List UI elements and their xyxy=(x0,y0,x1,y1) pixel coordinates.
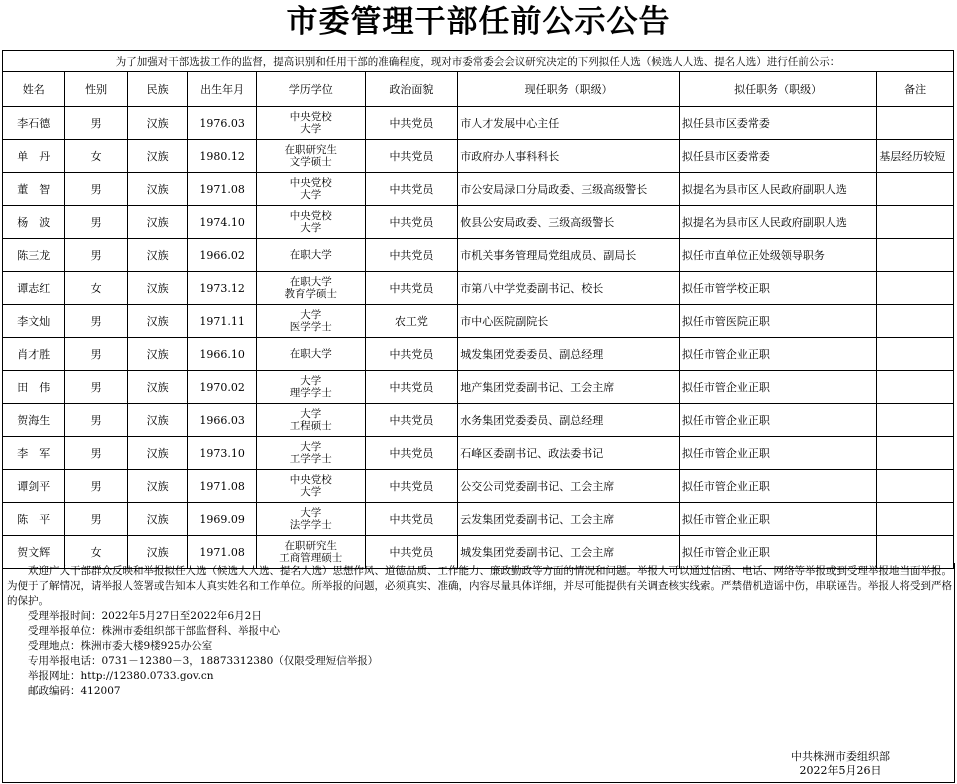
cell-current-position: 城发集团党委委员、副总经理 xyxy=(458,338,680,371)
education-line: 大学 xyxy=(300,309,322,321)
cell-proposed-position: 拟任市管医院正职 xyxy=(679,305,876,338)
issue-date: 2022年5月26日 xyxy=(799,764,882,777)
cell-education xyxy=(256,206,365,239)
cell-education xyxy=(256,470,365,503)
cell-gender: 女 xyxy=(65,272,127,305)
cell-ethnic: 汉族 xyxy=(127,536,187,569)
cell-current-position: 市第八中学党委副书记、校长 xyxy=(458,272,680,305)
cell-current-position: 市政府办人事科科长 xyxy=(458,140,680,173)
cell-name: 谭剑平 xyxy=(3,470,65,503)
cell-gender: 男 xyxy=(65,107,127,140)
cell-note: 基层经历较短 xyxy=(877,140,954,173)
cell-current-position: 云发集团党委副书记、工会主席 xyxy=(458,503,680,536)
cell-education xyxy=(256,404,365,437)
cell-note xyxy=(877,272,954,305)
education-line: 大学 xyxy=(300,441,322,453)
footer-line-time: 受理举报时间：2022年5月27日至2022年6月2日 xyxy=(28,610,262,622)
cell-education xyxy=(256,140,365,173)
cell-note xyxy=(877,206,954,239)
header-gender: 性别 xyxy=(65,72,127,107)
cell-party: 中共党员 xyxy=(365,107,458,140)
cell-birth: 1966.03 xyxy=(188,404,256,437)
cell-name: 董 智 xyxy=(3,173,65,206)
table-header-row xyxy=(3,72,954,107)
cell-proposed-position: 拟提名为县市区人民政府副职人选 xyxy=(679,173,876,206)
cell-birth: 1980.12 xyxy=(188,140,256,173)
cell-gender: 男 xyxy=(65,470,127,503)
cell-party: 中共党员 xyxy=(365,536,458,569)
cell-current-position: 城发集团党委副书记、工会主席 xyxy=(458,536,680,569)
cell-note xyxy=(877,173,954,206)
cell-birth: 1971.08 xyxy=(188,470,256,503)
cell-birth: 1969.09 xyxy=(188,503,256,536)
cell-name: 杨 波 xyxy=(3,206,65,239)
cell-education xyxy=(256,437,365,470)
degree-line: 教育学硕士 xyxy=(284,288,337,300)
table-row xyxy=(3,470,954,503)
cell-proposed-position: 拟任县市区委常委 xyxy=(679,140,876,173)
cell-education xyxy=(256,173,365,206)
table-row xyxy=(3,305,954,338)
cell-party: 中共党员 xyxy=(365,470,458,503)
cell-note xyxy=(877,371,954,404)
cell-gender: 女 xyxy=(65,536,127,569)
table-row xyxy=(3,371,954,404)
cell-gender: 男 xyxy=(65,239,127,272)
education-line: 大学 xyxy=(300,408,322,420)
cell-name: 李石德 xyxy=(3,107,65,140)
cell-gender: 男 xyxy=(65,206,127,239)
header-name: 姓名 xyxy=(3,72,65,107)
footer-line-phone: 专用举报电话：0731－12380－3，18873312380（仅限受理短信举报） xyxy=(28,655,379,667)
cell-party: 中共党员 xyxy=(365,404,458,437)
cell-gender: 男 xyxy=(65,338,127,371)
cell-party: 中共党员 xyxy=(365,206,458,239)
table-row xyxy=(3,503,954,536)
degree-line: 大学 xyxy=(300,486,322,498)
footer-line-location: 受理地点：株洲市委大楼9楼925办公室 xyxy=(28,640,213,652)
cell-proposed-position: 拟任市管企业正职 xyxy=(679,470,876,503)
cell-proposed-position: 拟提名为县市区人民政府副职人选 xyxy=(679,206,876,239)
degree-line: 理学学士 xyxy=(289,387,332,399)
cell-note xyxy=(877,470,954,503)
header-education: 学历学位 xyxy=(256,72,365,107)
signature-block xyxy=(791,750,890,778)
table-body xyxy=(3,107,954,569)
cell-proposed-position: 拟任市管企业正职 xyxy=(679,503,876,536)
cell-party: 中共党员 xyxy=(365,338,458,371)
cell-birth: 1970.02 xyxy=(188,371,256,404)
cell-note xyxy=(877,503,954,536)
candidate-table xyxy=(2,50,954,569)
cell-name: 肖才胜 xyxy=(3,338,65,371)
cell-proposed-position: 拟任市管企业正职 xyxy=(679,338,876,371)
cell-education xyxy=(256,107,365,140)
cell-birth: 1971.08 xyxy=(188,536,256,569)
cell-gender: 男 xyxy=(65,437,127,470)
cell-proposed-position: 拟任市管企业正职 xyxy=(679,536,876,569)
cell-name: 贺文辉 xyxy=(3,536,65,569)
education-line: 中央党校 xyxy=(289,210,332,222)
cell-birth: 1974.10 xyxy=(188,206,256,239)
education-line: 在职大学 xyxy=(289,276,332,288)
cell-gender: 男 xyxy=(65,371,127,404)
education-line: 在职研究生 xyxy=(284,144,337,156)
cell-birth: 1973.12 xyxy=(188,272,256,305)
header-party: 政治面貌 xyxy=(365,72,458,107)
cell-party: 中共党员 xyxy=(365,239,458,272)
cell-ethnic: 汉族 xyxy=(127,140,187,173)
table-row xyxy=(3,437,954,470)
cell-education xyxy=(256,338,365,371)
footer-section xyxy=(2,563,955,783)
cell-party: 农工党 xyxy=(365,305,458,338)
cell-party: 中共党员 xyxy=(365,173,458,206)
cell-name: 陈 平 xyxy=(3,503,65,536)
degree-line: 大学 xyxy=(300,123,322,135)
table-row xyxy=(3,239,954,272)
header-current-position: 现任职务（职级） xyxy=(458,72,680,107)
cell-ethnic: 汉族 xyxy=(127,239,187,272)
cell-current-position: 市中心医院副院长 xyxy=(458,305,680,338)
cell-ethnic: 汉族 xyxy=(127,437,187,470)
table-row xyxy=(3,272,954,305)
cell-ethnic: 汉族 xyxy=(127,305,187,338)
cell-ethnic: 汉族 xyxy=(127,371,187,404)
cell-ethnic: 汉族 xyxy=(127,338,187,371)
cell-name: 贺海生 xyxy=(3,404,65,437)
cell-current-position: 地产集团党委副书记、工会主席 xyxy=(458,371,680,404)
header-birth: 出生年月 xyxy=(188,72,256,107)
cell-education xyxy=(256,371,365,404)
cell-name: 陈三龙 xyxy=(3,239,65,272)
intro-text: 为了加强对干部选拔工作的监督，提高识别和任用干部的准确程度，现对市委常委会会议研究决定的下列拟任人选（候选人人选、提名人选）进行任前公示： xyxy=(3,51,954,72)
degree-line: 文学硕士 xyxy=(289,156,332,168)
degree-line: 工程硕士 xyxy=(289,420,332,432)
footer-line-postcode: 邮政编码：412007 xyxy=(28,685,121,697)
cell-gender: 男 xyxy=(65,173,127,206)
cell-note xyxy=(877,437,954,470)
cell-current-position: 市机关事务管理局党组成员、副局长 xyxy=(458,239,680,272)
cell-ethnic: 汉族 xyxy=(127,272,187,305)
cell-party: 中共党员 xyxy=(365,503,458,536)
cell-proposed-position: 拟任市直单位正处级领导职务 xyxy=(679,239,876,272)
cell-proposed-position: 拟任市管学校正职 xyxy=(679,272,876,305)
table-row xyxy=(3,140,954,173)
cell-birth: 1966.02 xyxy=(188,239,256,272)
cell-note xyxy=(877,338,954,371)
cell-name: 李 军 xyxy=(3,437,65,470)
education-line: 中央党校 xyxy=(289,177,332,189)
degree-line: 大学 xyxy=(300,189,322,201)
cell-gender: 男 xyxy=(65,404,127,437)
cell-note xyxy=(877,239,954,272)
cell-education xyxy=(256,239,365,272)
cell-ethnic: 汉族 xyxy=(127,107,187,140)
header-proposed-position: 拟任职务（职级） xyxy=(679,72,876,107)
table-row xyxy=(3,338,954,371)
cell-proposed-position: 拟任市管企业正职 xyxy=(679,437,876,470)
cell-proposed-position: 拟任市管企业正职 xyxy=(679,404,876,437)
cell-birth: 1971.08 xyxy=(188,173,256,206)
degree-line: 医学学士 xyxy=(289,321,332,333)
table-row xyxy=(3,173,954,206)
cell-party: 中共党员 xyxy=(365,371,458,404)
cell-name: 谭志红 xyxy=(3,272,65,305)
education-line: 大学 xyxy=(300,507,322,519)
cell-gender: 男 xyxy=(65,503,127,536)
cell-note xyxy=(877,107,954,140)
cell-current-position: 市公安局渌口分局政委、三级高级警长 xyxy=(458,173,680,206)
education-line: 中央党校 xyxy=(289,111,332,123)
education-line: 大学 xyxy=(300,375,322,387)
education-line: 在职大学 xyxy=(289,249,332,261)
cell-note xyxy=(877,305,954,338)
degree-line: 大学 xyxy=(300,222,322,234)
cell-current-position: 市人才发展中心主任 xyxy=(458,107,680,140)
cell-birth: 1973.10 xyxy=(188,437,256,470)
cell-proposed-position: 拟任市管企业正职 xyxy=(679,371,876,404)
table-row xyxy=(3,107,954,140)
cell-ethnic: 汉族 xyxy=(127,206,187,239)
degree-line: 法学学士 xyxy=(289,519,332,531)
cell-gender: 女 xyxy=(65,140,127,173)
cell-birth: 1966.10 xyxy=(188,338,256,371)
cell-party: 中共党员 xyxy=(365,272,458,305)
cell-party: 中共党员 xyxy=(365,437,458,470)
notice-title: 市委管理干部任前公示公告 xyxy=(286,4,671,40)
cell-education xyxy=(256,503,365,536)
education-line: 中央党校 xyxy=(289,474,332,486)
cell-birth: 1976.03 xyxy=(188,107,256,140)
cell-name: 田 伟 xyxy=(3,371,65,404)
header-ethnic: 民族 xyxy=(127,72,187,107)
footer-line-unit: 受理举报单位：株洲市委组织部干部监督科、举报中心 xyxy=(28,625,280,637)
footer-paragraph: 欢迎广大干部群众反映和举报拟任人选（候选人人选、提名人选）思想作风、道德品质、工作能力、廉政勤政等方面的情况和问题。举报人可以通过信函、电话、网络等举报或到受理举报地当面举报。为便于了解情况，请举报人签署或告知本人真实姓名和工作单位。所举报的问题，必须真实、准确，内容尽量具体详细，并尽可能提供有关调查核实线索。严禁借机造谣中伤，串联诬告。举报人将受到严格的保护。 xyxy=(7,565,952,607)
cell-proposed-position: 拟任县市区委常委 xyxy=(679,107,876,140)
cell-name: 单 丹 xyxy=(3,140,65,173)
table-row xyxy=(3,404,954,437)
education-line: 在职研究生 xyxy=(284,540,337,552)
issuing-organization: 中共株洲市委组织部 xyxy=(791,750,890,763)
cell-current-position: 公交公司党委副书记、工会主席 xyxy=(458,470,680,503)
cell-note xyxy=(877,404,954,437)
cell-current-position: 攸县公安局政委、三级高级警长 xyxy=(458,206,680,239)
cell-name: 李文灿 xyxy=(3,305,65,338)
cell-current-position: 石峰区委副书记、政法委书记 xyxy=(458,437,680,470)
table-row xyxy=(3,206,954,239)
cell-ethnic: 汉族 xyxy=(127,173,187,206)
cell-current-position: 水务集团党委委员、副总经理 xyxy=(458,404,680,437)
degree-line: 工商管理硕士 xyxy=(279,552,343,564)
cell-party: 中共党员 xyxy=(365,140,458,173)
cell-education xyxy=(256,305,365,338)
education-line: 在职大学 xyxy=(289,348,332,360)
cell-gender: 男 xyxy=(65,305,127,338)
cell-ethnic: 汉族 xyxy=(127,404,187,437)
cell-education xyxy=(256,272,365,305)
cell-birth: 1971.11 xyxy=(188,305,256,338)
degree-line: 工学学士 xyxy=(289,453,332,465)
cell-ethnic: 汉族 xyxy=(127,470,187,503)
footer-line-website: 举报网址：http://12380.0733.gov.cn xyxy=(28,670,214,682)
header-note: 备注 xyxy=(877,72,954,107)
cell-ethnic: 汉族 xyxy=(127,503,187,536)
